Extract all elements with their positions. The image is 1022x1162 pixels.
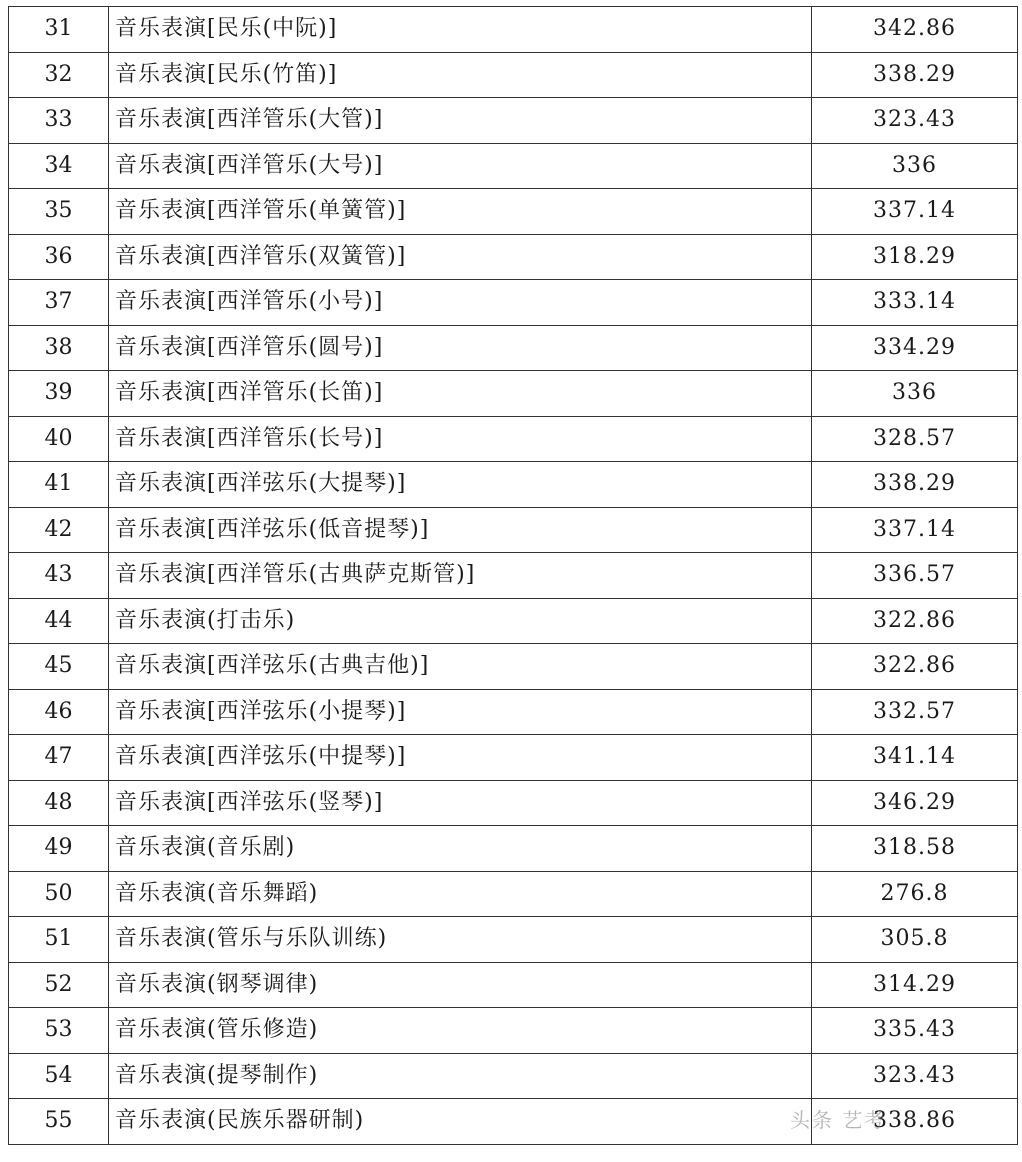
table-row	[9, 7, 1018, 53]
major-name-cell: 音乐表演[西洋管乐(圆号)]	[109, 325, 812, 371]
row-number-cell: 41	[9, 462, 109, 508]
row-number-cell: 49	[9, 826, 109, 872]
major-name-cell: 音乐表演[西洋管乐(古典萨克斯管)]	[109, 553, 812, 599]
row-number-cell: 42	[9, 507, 109, 553]
major-name-cell: 音乐表演[西洋管乐(大管)]	[109, 98, 812, 144]
watermark: 头条 艺考	[790, 1108, 887, 1132]
table-row	[9, 325, 1018, 371]
table-row	[9, 189, 1018, 235]
table-row	[9, 143, 1018, 189]
table-row	[9, 416, 1018, 462]
table-row	[9, 689, 1018, 735]
table-row	[9, 507, 1018, 553]
table-row	[9, 644, 1018, 690]
major-name-cell: 音乐表演[西洋弦乐(小提琴)]	[109, 689, 812, 735]
row-number-cell: 35	[9, 189, 109, 235]
table-row	[9, 553, 1018, 599]
score-table	[8, 6, 1018, 1145]
score-table-body	[9, 7, 1018, 1145]
table-row	[9, 234, 1018, 280]
table-row	[9, 371, 1018, 417]
score-cell: 338.86	[812, 1099, 1018, 1145]
row-number-cell: 50	[9, 871, 109, 917]
major-name-cell: 音乐表演[西洋管乐(长笛)]	[109, 371, 812, 417]
table-row	[9, 52, 1018, 98]
score-cell: 323.43	[812, 1053, 1018, 1099]
score-cell: 336	[812, 371, 1018, 417]
score-cell: 333.14	[812, 280, 1018, 326]
score-cell: 305.8	[812, 917, 1018, 963]
table-row	[9, 826, 1018, 872]
row-number-cell: 38	[9, 325, 109, 371]
score-cell: 318.29	[812, 234, 1018, 280]
score-cell: 338.29	[812, 462, 1018, 508]
score-cell: 336.57	[812, 553, 1018, 599]
table-row	[9, 98, 1018, 144]
table-row	[9, 962, 1018, 1008]
major-name-cell: 音乐表演[民乐(中阮)]	[109, 7, 812, 53]
score-cell: 276.8	[812, 871, 1018, 917]
score-cell: 341.14	[812, 735, 1018, 781]
score-cell: 338.29	[812, 52, 1018, 98]
table-row	[9, 1053, 1018, 1099]
score-cell: 332.57	[812, 689, 1018, 735]
row-number-cell: 54	[9, 1053, 109, 1099]
major-name-cell: 音乐表演(钢琴调律)	[109, 962, 812, 1008]
major-name-cell: 音乐表演[西洋弦乐(竖琴)]	[109, 780, 812, 826]
major-name-cell: 音乐表演(打击乐)	[109, 598, 812, 644]
row-number-cell: 37	[9, 280, 109, 326]
row-number-cell: 33	[9, 98, 109, 144]
table-row	[9, 462, 1018, 508]
score-cell: 335.43	[812, 1008, 1018, 1054]
row-number-cell: 34	[9, 143, 109, 189]
score-cell: 328.57	[812, 416, 1018, 462]
row-number-cell: 31	[9, 7, 109, 53]
row-number-cell: 39	[9, 371, 109, 417]
score-cell: 342.86	[812, 7, 1018, 53]
row-number-cell: 52	[9, 962, 109, 1008]
score-cell: 334.29	[812, 325, 1018, 371]
score-cell: 346.29	[812, 780, 1018, 826]
major-name-cell: 音乐表演(管乐与乐队训练)	[109, 917, 812, 963]
row-number-cell: 46	[9, 689, 109, 735]
major-name-cell: 音乐表演[西洋管乐(小号)]	[109, 280, 812, 326]
score-cell: 337.14	[812, 189, 1018, 235]
major-name-cell: 音乐表演(音乐舞蹈)	[109, 871, 812, 917]
score-cell: 318.58	[812, 826, 1018, 872]
row-number-cell: 40	[9, 416, 109, 462]
row-number-cell: 36	[9, 234, 109, 280]
major-name-cell: 音乐表演(民族乐器研制)	[109, 1099, 812, 1145]
row-number-cell: 53	[9, 1008, 109, 1054]
table-row	[9, 917, 1018, 963]
table-row	[9, 735, 1018, 781]
major-name-cell: 音乐表演[西洋弦乐(中提琴)]	[109, 735, 812, 781]
table-row	[9, 780, 1018, 826]
score-cell: 322.86	[812, 598, 1018, 644]
major-name-cell: 音乐表演[西洋管乐(单簧管)]	[109, 189, 812, 235]
table-row	[9, 1008, 1018, 1054]
table-row	[9, 871, 1018, 917]
major-name-cell: 音乐表演(提琴制作)	[109, 1053, 812, 1099]
table-row	[9, 1099, 1018, 1145]
score-cell: 323.43	[812, 98, 1018, 144]
major-name-cell: 音乐表演[西洋弦乐(低音提琴)]	[109, 507, 812, 553]
major-name-cell: 音乐表演[西洋管乐(大号)]	[109, 143, 812, 189]
major-name-cell: 音乐表演[民乐(竹笛)]	[109, 52, 812, 98]
row-number-cell: 43	[9, 553, 109, 599]
row-number-cell: 51	[9, 917, 109, 963]
major-name-cell: 音乐表演(音乐剧)	[109, 826, 812, 872]
table-row	[9, 598, 1018, 644]
score-cell: 336	[812, 143, 1018, 189]
score-cell: 314.29	[812, 962, 1018, 1008]
row-number-cell: 32	[9, 52, 109, 98]
major-name-cell: 音乐表演[西洋弦乐(古典吉他)]	[109, 644, 812, 690]
row-number-cell: 44	[9, 598, 109, 644]
score-cell: 322.86	[812, 644, 1018, 690]
row-number-cell: 47	[9, 735, 109, 781]
row-number-cell: 48	[9, 780, 109, 826]
major-name-cell: 音乐表演[西洋弦乐(大提琴)]	[109, 462, 812, 508]
table-row	[9, 280, 1018, 326]
row-number-cell: 45	[9, 644, 109, 690]
row-number-cell: 55	[9, 1099, 109, 1145]
major-name-cell: 音乐表演(管乐修造)	[109, 1008, 812, 1054]
score-cell: 337.14	[812, 507, 1018, 553]
major-name-cell: 音乐表演[西洋管乐(长号)]	[109, 416, 812, 462]
major-name-cell: 音乐表演[西洋管乐(双簧管)]	[109, 234, 812, 280]
